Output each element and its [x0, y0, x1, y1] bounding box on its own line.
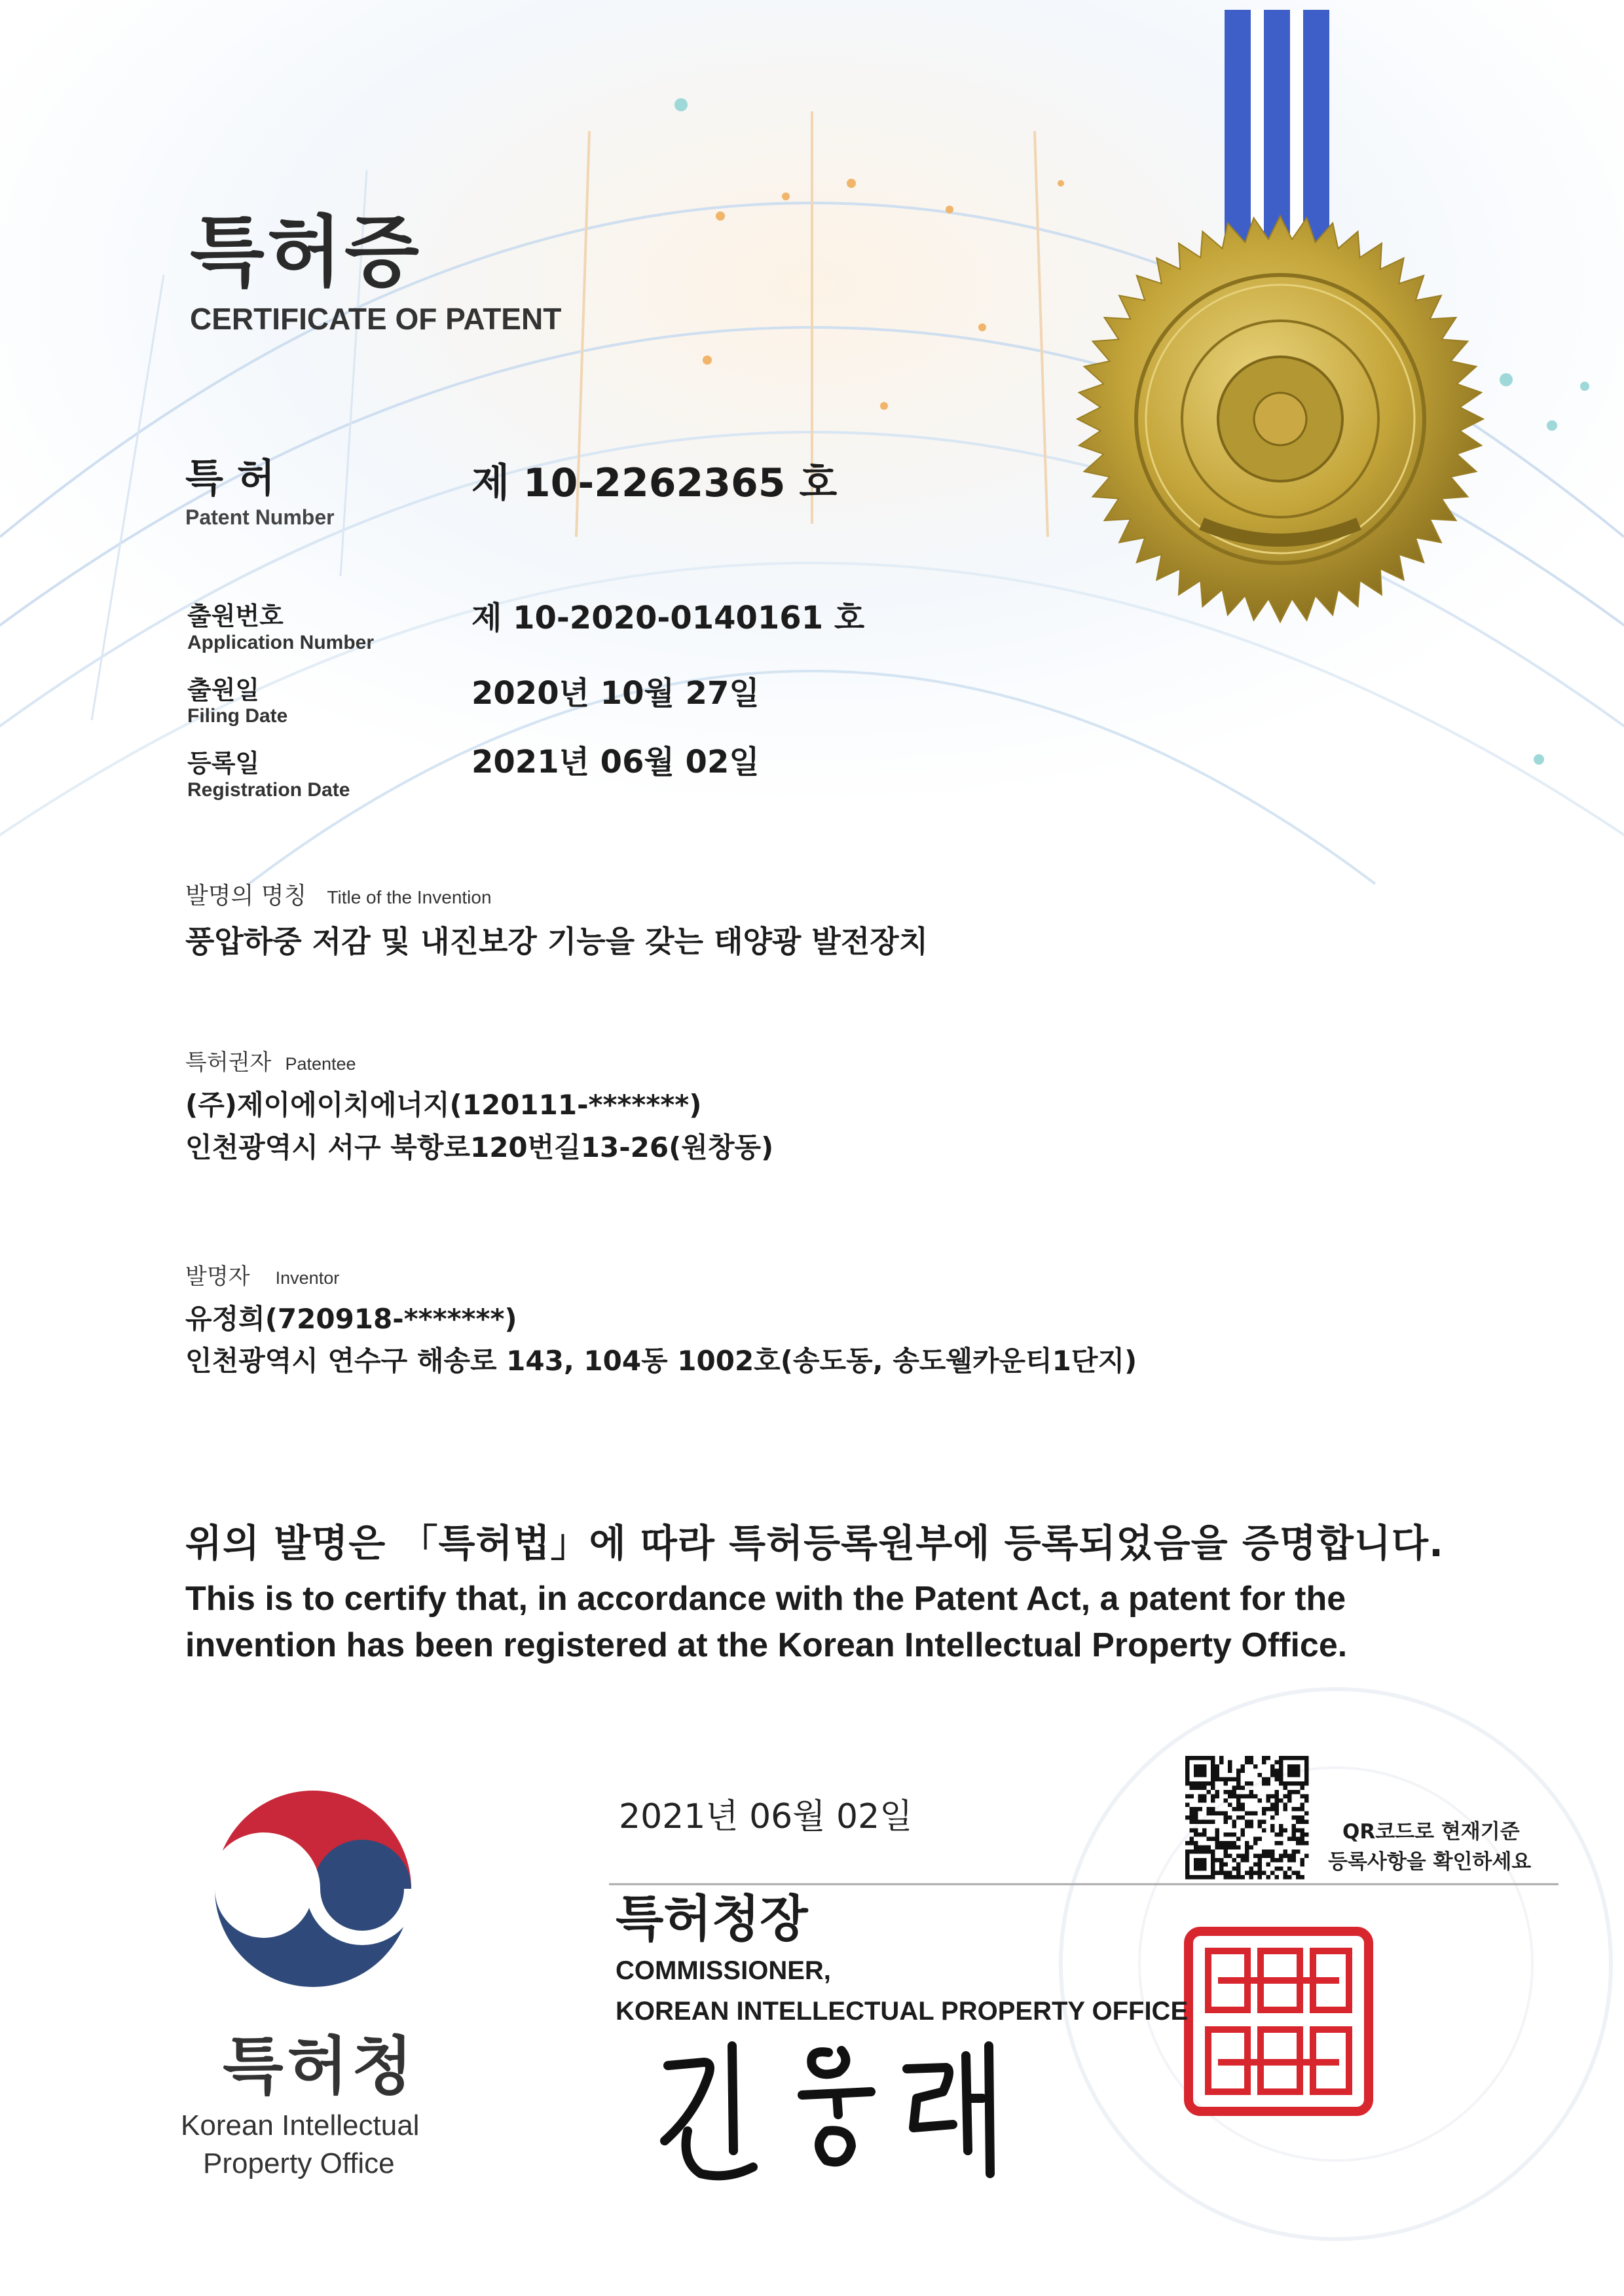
office-name-ko: 특허청	[223, 2030, 417, 2103]
filing-date-label-en: Filing Date	[187, 705, 288, 727]
qr-caption-line2: 등록사항을 확인하세요	[1328, 1850, 1532, 1874]
application-number-value: 제 10-2020-0140161 호	[471, 600, 865, 636]
certification-text-en-line1: This is to certify that, in accordance with the Patent Act, a patent for the	[185, 1580, 1346, 1618]
inventor-section	[185, 1258, 339, 1290]
invention-title-value: 풍압하중 저감 및 내진보강 기능을 갖는 태양광 발전장치	[185, 924, 929, 959]
inventor-name: 유정희(720918-*******)	[185, 1303, 517, 1335]
invention-title-section	[185, 877, 492, 911]
patentee-section	[185, 1044, 356, 1076]
certification-text-ko: 위의 발명은 「특허법」에 따라 특허등록원부에 등록되었음을 증명합니다.	[185, 1521, 1445, 1565]
kipo-emblem	[215, 1791, 411, 1987]
patentee-label-en: Patentee	[285, 1054, 356, 1074]
patent-number-value: 제 10-2262365 호	[471, 460, 838, 506]
commissioner-title-ko: 특허청장	[616, 1889, 808, 1948]
office-name-en-line2: Property Office	[203, 2147, 395, 2179]
certification-text-en-line2: invention has been registered at the Korean Intellectual Property Office.	[185, 1626, 1348, 1664]
filing-date-label-ko: 출원일	[187, 676, 260, 704]
registration-date-value: 2021년 06월 02일	[471, 744, 760, 780]
inventor-label-ko: 발명자	[185, 1264, 250, 1290]
inventor-address: 인천광역시 연수구 해송로 143, 104동 1002호(송도동, 송도웰카운티1단지)	[185, 1345, 1137, 1377]
patentee-address: 인천광역시 서구 북항로120번길13-26(원창동)	[185, 1131, 774, 1163]
certificate-title-en: CERTIFICATE OF PATENT	[190, 302, 562, 336]
application-number-label-ko: 출원번호	[187, 602, 284, 630]
commissioner-title-en-line1: COMMISSIONER,	[616, 1956, 831, 1985]
office-name-en-line1: Korean Intellectual	[181, 2109, 420, 2141]
official-stamp-icon	[1189, 1931, 1369, 2111]
issue-date: 2021년 06월 02일	[619, 1797, 913, 1836]
certificate-title-ko: 특허증	[190, 207, 422, 297]
signature	[665, 2046, 990, 2176]
inventor-label-en: Inventor	[275, 1268, 340, 1288]
qr-caption-line1: QR코드로 현재기준	[1342, 1820, 1520, 1844]
registration-date-label-ko: 등록일	[187, 749, 260, 778]
registration-date-label-en: Registration Date	[187, 779, 350, 801]
patent-number-label-en: Patent Number	[185, 505, 335, 529]
patentee-label-ko: 특허권자	[185, 1049, 272, 1076]
application-number-label-en: Application Number	[187, 632, 375, 653]
filing-date-value: 2020년 10월 27일	[471, 675, 760, 712]
invention-title-label-ko: 발명의 명칭	[185, 883, 307, 909]
commissioner-title-en-line2: KOREAN INTELLECTUAL PROPERTY OFFICE	[616, 1997, 1189, 2026]
invention-title-label-en: Title of the Invention	[327, 887, 492, 907]
patentee-name: (주)제이에이치에너지(120111-*******)	[185, 1089, 702, 1121]
patent-number-label-ko: 특 허	[185, 456, 275, 501]
